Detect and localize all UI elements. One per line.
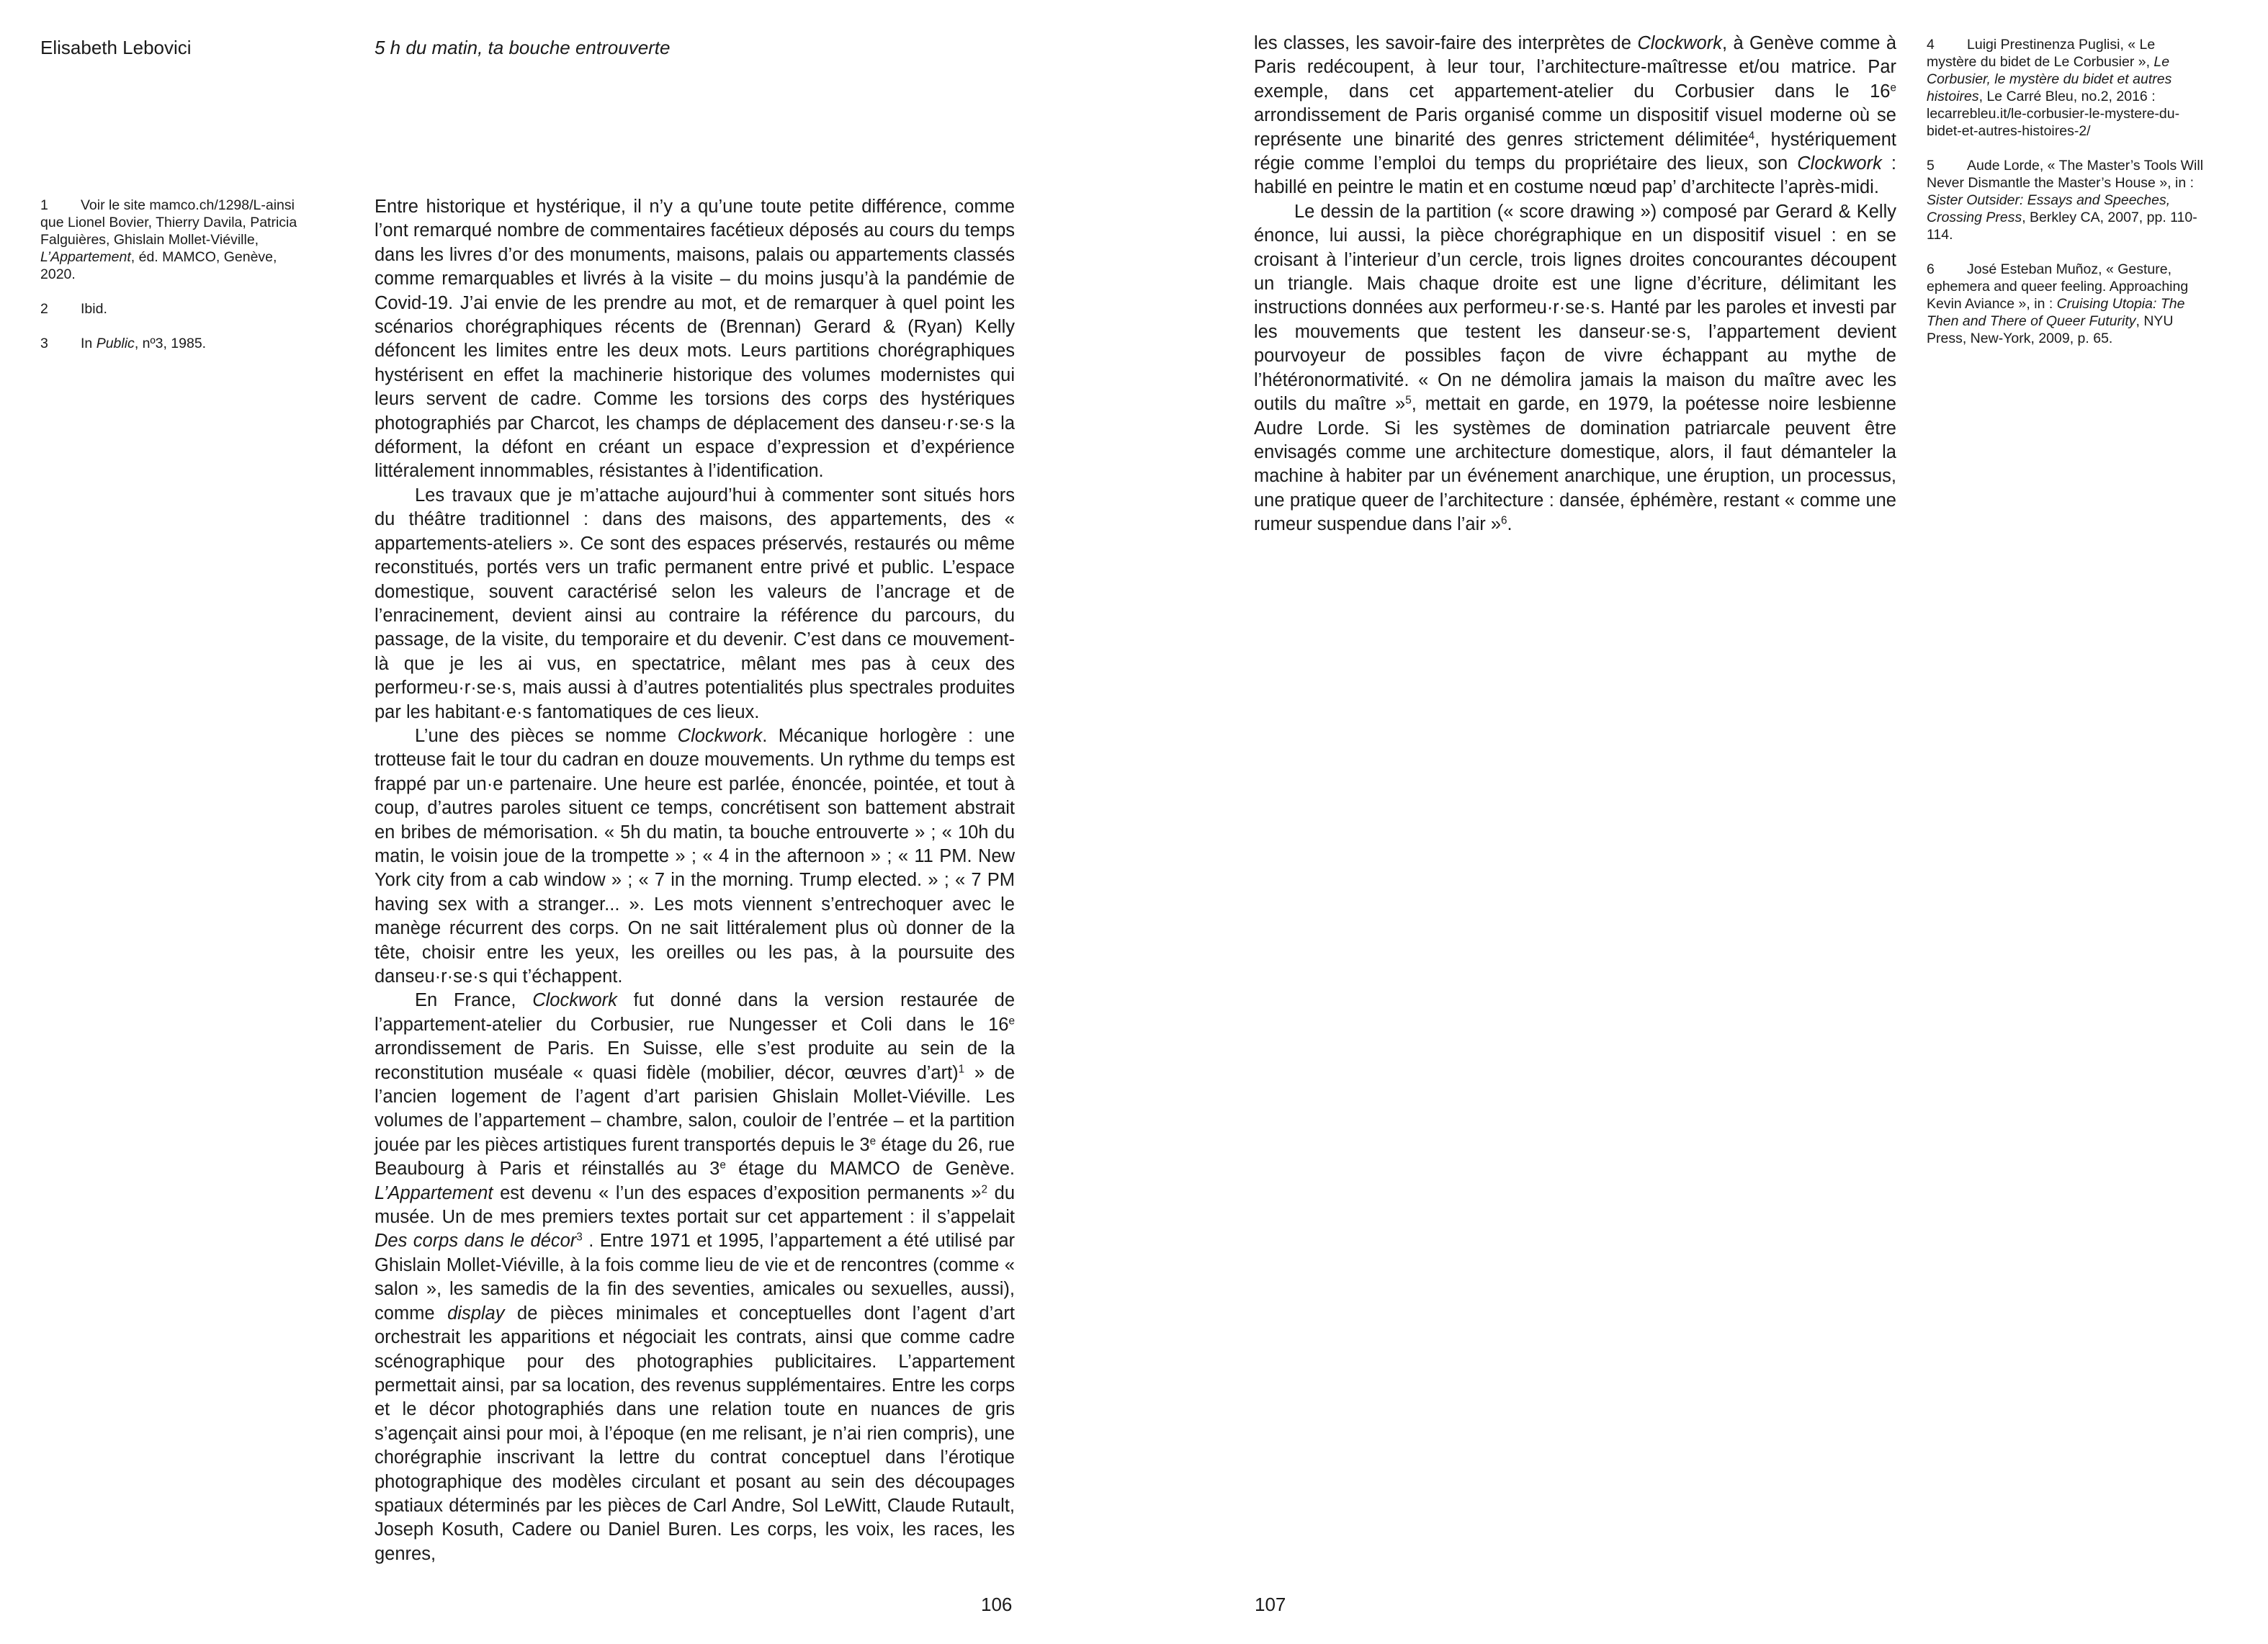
paragraph-5: Le dessin de la partition (« score drawing ») composé par Gerard & Kelly énonce, lui aussi, la pièce chorégraphique en un dispositif visuel : en se croisant à l’interieur d’un cercle, trois lignes droites concourantes découpent un triangle. Mais chaque droite est une ligne d’écriture, délimitant les instructions données aux performeu·r·se·s. Hanté par les paroles et investi par les mouvements que testent les danseur·se·s, l’appartement devient pourvoyeur de possibles façon de vivre échappant au mythe de l’hétéronormativité. « On ne démolira jamais la maison du maître avec les outils du maître »$^5$, mettait en garde, en 1979, la poétesse noire lesbienne Audre Lorde. Si les systèmes de domination patriarcale peuvent être envisagés comme une architecture domestique, alors, il faut démanteler la machine à habiter par un événement anarchique, une éruption, un processus, une pratique queer de l’architecture : dansée, éphémère, restant « comme une rumeur suspendue dans l’air »$^6$. (1254, 201, 1896, 535)
footnote-text: Voir le site mamco.ch/1298/L-ainsi que Lionel Bovier, Thierry Davila, Patricia Falguières, Ghislain Mollet-Viéville, (40, 197, 297, 248)
paragraph-4: En France, Clockwork fut donné dans la version restaurée de l’appartement-atelier du Corbusier, rue Nungesser et Coli dans le 16e arrondissement de Paris. En Suisse, elle s’est produite au sein de la reconstitution muséale « quasi fidèle (mobilier, décor, œuvres d’art)$^1$ » de l’ancien logement de l’agent d’art parisien Ghislain Mollet-Viéville. Les volumes de l’appartement – chambre, salon, couloir de l’entrée – et la partition jouée par les pièces artistiques furent transportés depuis le 3e étage du 26, rue Beaubourg à Paris et réinstallés au 3e étage du MAMCO de Genève. L’Appartement est devenu « l’un des espaces d’exposition permanents »$^2$ du musée. Un de mes premiers textes portait sur cet appartement : il s’appelait Des corps dans le décor$^3$ . Entre 1971 et 1995, l’appartement a été utilisé par Ghislain Mollet-Viéville, à la fois comme lieu de vie et de rencontres (comme « salon », les samedis de la fin des seventies, amicales ou sexuelles, aussi), comme display de pièces minimales et conceptuelles dont l’agent d’art orchestrait les apparitions et négociait les contrats, ainsi que comme cadre scénographique pour des photographies publicitaires. L’appartement permettait ainsi, par sa location, des revenus supplémentaires. Entre les corps et le décor photographiés dans une relation toute en nuances de gris s’agençait ainsi pour moi, à l’époque (en me relisant, je n’ai rien compris), une chorégraphie inscrivant la lettre du contrat conceptuel dans l’érotique photographique des modèles circulant et posant au sein des découpages spatiaux déterminés par les pièces de Carl Andre, Sol LeWitt, Claude Rutault, Joseph Kosuth, Cadere ou Daniel Buren. Les corps, les voix, les races, les genres, (375, 990, 1016, 1564)
footnote-title: L’Appartement (40, 249, 131, 265)
footnote-ref-5: 5 (1405, 394, 1412, 407)
footnote-title: Public (96, 336, 135, 351)
footnote-number: 6 (1927, 261, 1935, 277)
page-number-right: 107 (1255, 1594, 1286, 1615)
page-number-left: 106 (981, 1594, 1013, 1615)
footnote-text: Ibid. (81, 301, 107, 317)
body-text-left (375, 195, 1015, 1566)
right-page (1134, 0, 2268, 1644)
footnote-1 (40, 197, 308, 283)
footnote-text-end: , éd. MAMCO, Genève, 2020. (40, 249, 277, 282)
running-head-title: 5 h du matin, ta bouche entrouverte (375, 37, 671, 58)
paragraph-continued: les classes, les savoir-faire des interprètes de Clockwork, à Genève comme à Paris redécoupent, à leur tour, l’architecture-maîtresse et/ou matrice. Par exemple, dans cet appartement-atelier du Corbusier dans le 16e arrondissement de Paris organisé comme un dispositif visuel moderne où se représente une binarité des genres strictement délimitée$^4$, hystériquement régie comme l’emploi du temps du propriétaire des lieux, son Clockwork : habillé en peintre le matin et en costume nœud pap’ d’architecte l’après-midi. (1254, 33, 1896, 198)
footnote-text-end: , nº3, 1985. (134, 336, 207, 351)
footnote-number: 1 (40, 197, 48, 213)
footnote-2 (40, 300, 308, 318)
footnote-ref-6: 6 (1501, 514, 1507, 527)
footnote-4: 4 Luigi Prestinenza Puglisi, « Le mystère du bidet de Le Corbusier », Le Corbusier, le mystère du bidet et autres histoires, Le Carré Bleu, no.2, 2016 : lecarrebleu.it/le-corbusier-le-mystere-du-bidet-et-autres-histoires-2/ (1927, 37, 2180, 139)
paragraph-1: Entre historique et hystérique, il n’y a qu’une toute petite différence, comme l’ont remarqué nombre de commentaires facétieux déposés au cours du temps dans les livres d’or des monuments, maisons, palais ou appartements classés comme remarquables et livrés à la visite – du moins jusqu’à la pandémie de Covid-19. J’ai envie de les prendre au mot, et de remarquer à quel point les scénarios chorégraphiques récents de (Brennan) Gerard & (Ryan) Kelly défoncent les limites entre les deux mots. Leurs partitions chorégraphiques hystérisent en effet la machinerie historique des volumes modernistes qui leurs servent de cadre. Comme les torsions des corps des hystériques photographiés par Charcot, les champs de déplacement des danseu·r·se·s la déforment, la défont en créant un espace d’expression et d’expérience littéralement innommables, résistantes à l’identification. (375, 197, 1015, 482)
body-text-right (1254, 32, 1896, 537)
footnote-number: 2 (40, 301, 48, 317)
footnote-3 (40, 335, 308, 352)
footnote-ref-3: 3 (576, 1231, 583, 1244)
footnote-ref-2: 2 (981, 1183, 987, 1196)
footnote-number: 4 (1927, 37, 1935, 53)
paragraph-2: Les travaux que je m’attache aujourd’hui à commenter sont situés hors du théâtre traditionnel : dans des maisons, des appartements, des « appartements-ateliers ». Ce sont des espaces préservés, restaurés ou même reconstitués, portés vers un trafic permanent entre privé et public. L’espace domestique, souvent caractérisé selon les valeurs de l’ancrage et de l’enracinement, devient ainsi au contraire la référence du parcours, du passage, de la visite, du temporaire et du devenir. C’est dans ce mouvement-là que je les ai vus, en spectatrice, mêlant mes pas à ceux des performeu·r·se·s, mais aussi à d’autres potentialités plus spectrales produites par les habitant·e·s fantomatiques de ces lieux. (375, 485, 1015, 722)
footnote-5: 5 Aude Lorde, « The Master’s Tools Will Never Dismantle the Master’s House », in : Sister Outsider: Essays and Speeches, Crossing Press, Berkley CA, 2007, pp. 110-114. (1927, 158, 2204, 243)
footnote-title: Cruising Utopia: The Then and There of Queer Futurity (1927, 296, 2185, 329)
footnote-ref-4: 4 (1748, 130, 1755, 143)
footnote-number: 5 (1927, 158, 1935, 174)
paragraph-3: L’une des pièces se nomme Clockwork. Mécanique horlogère : une trotteuse fait le tour du cadran en douze mouvements. Un rythme du temps est frappé par un·e partenaire. Une heure est parlée, énoncée, pointée, et tout à coup, d’autres paroles situent ce temps, concrétisent son battement abstrait en bribes de mémorisation. « 5h du matin, ta bouche entrouverte » ; « 10h du matin, le voisin joue de la trompette » ; « 4 in the afternoon » ; « 11 PM. New York city from a cab window » ; « 7 in the morning. Trump elected. » ; « 7 PM having sex with a stranger... ». Les mots viennent s’entrechoquer avec le manège récurrent des corps. On ne sait littéralement plus où donner de la tête, choisir entre les yeux, les oreilles ou les pas, à la poursuite des danseu·r·se·s qui t’échappent. (375, 725, 1015, 987)
running-head-author: Elisabeth Lebovici (40, 37, 192, 58)
footnote-title: Le Corbusier, le mystère du bidet et autres histoires (1927, 54, 2172, 104)
footnotes-left (40, 197, 308, 369)
footnote-title: Sister Outsider: Essays and Speeches, Crossing Press (1927, 192, 2171, 225)
footnotes-right (1927, 36, 2208, 364)
footnote-6: 6 José Esteban Muñoz, « Gesture, ephemera and queer feeling. Approaching Kevin Aviance », in : Cruising Utopia: The Then and There of Queer Futurity, NYU Press, New-York, 2009, p. 65. (1927, 261, 2189, 346)
footnote-number: 3 (40, 336, 48, 351)
footnote-ref-1: 1 (958, 1063, 965, 1076)
footnote-text: In (81, 336, 97, 351)
